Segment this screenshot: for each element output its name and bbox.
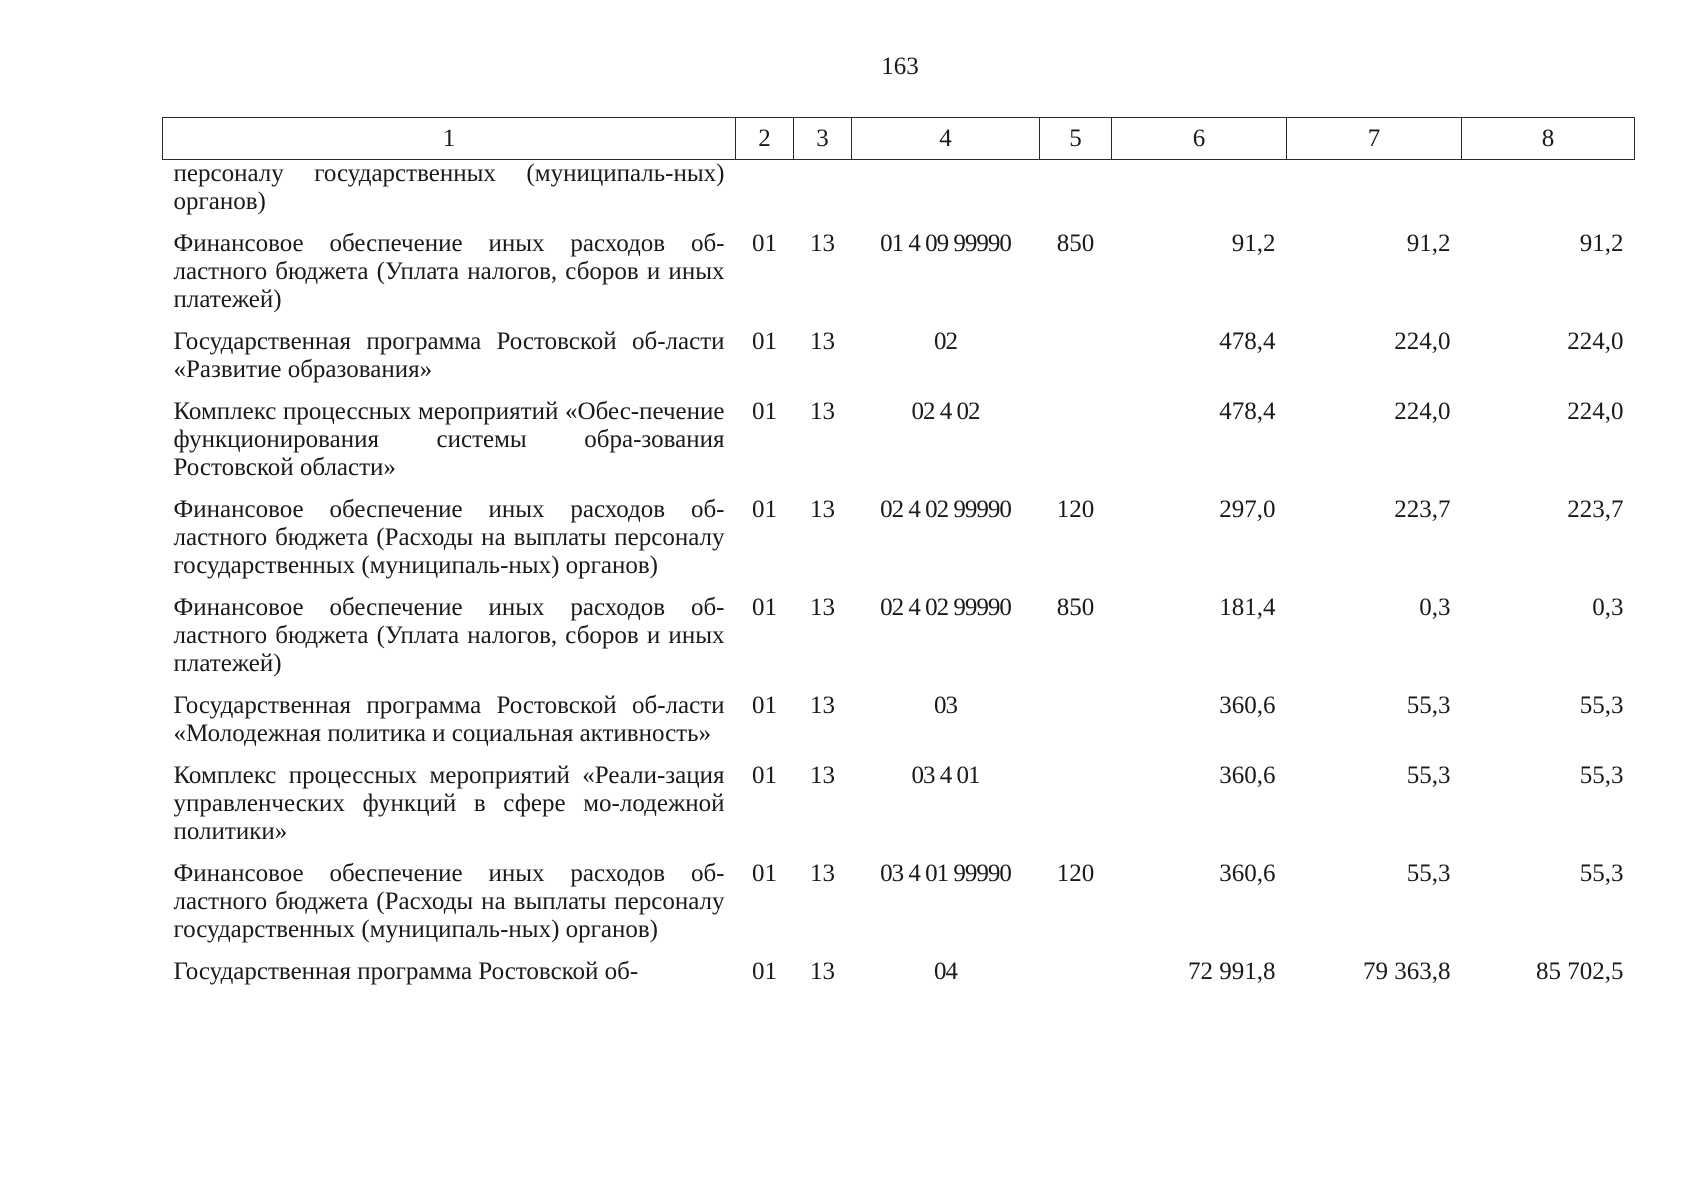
row-target-code: 04 xyxy=(934,958,957,985)
row-value-col7 xyxy=(1287,160,1462,231)
row-value-col6: 181,4 xyxy=(1219,594,1276,621)
row-subsection: 13 xyxy=(810,762,835,789)
row-description: Комплекс процессных мероприятий «Обес-печение функционирования системы обра-зования Ростовской области» xyxy=(173,398,725,481)
row-target-code: 02 4 02 99990 xyxy=(880,496,1011,523)
row-value-col7: 0,3 xyxy=(1419,594,1451,621)
row-subsection: 13 xyxy=(810,860,835,887)
row-value-col7: 55,3 xyxy=(1406,762,1451,789)
table-header xyxy=(163,118,1635,160)
row-section: 01 xyxy=(752,762,777,789)
row-value-col8: 224,0 xyxy=(1567,328,1624,355)
row-description: Финансовое обеспечение иных расходов об-ластного бюджета (Расходы на выплаты персоналу государственных (муниципаль-ных) органов) xyxy=(173,860,725,943)
row-target-code: 03 xyxy=(934,692,957,719)
column-header-7: 7 xyxy=(1287,118,1462,160)
row-expense-type xyxy=(1040,398,1112,496)
row-description: Финансовое обеспечение иных расходов об-ластного бюджета (Уплата налогов, сборов и иных платежей) xyxy=(173,230,725,313)
row-expense-type xyxy=(1040,160,1112,231)
table-row xyxy=(163,328,1635,398)
row-description: Государственная программа Ростовской об- xyxy=(173,958,639,985)
row-section xyxy=(736,160,794,231)
row-value-col7: 223,7 xyxy=(1394,496,1451,523)
row-value-col8 xyxy=(1462,160,1635,231)
row-value-col8: 55,3 xyxy=(1579,692,1624,719)
row-value-col8: 223,7 xyxy=(1567,496,1624,523)
row-expense-type: 120 xyxy=(1056,496,1095,523)
row-section: 01 xyxy=(752,692,777,719)
row-target-code: 01 4 09 99990 xyxy=(880,230,1011,257)
row-target-code xyxy=(852,160,1040,231)
column-header-2: 2 xyxy=(736,118,794,160)
row-target-code: 02 4 02 99990 xyxy=(880,594,1011,621)
row-target-code: 03 4 01 xyxy=(911,762,980,789)
row-value-col8: 224,0 xyxy=(1567,398,1624,425)
page-number: 163 xyxy=(881,53,919,80)
table-row xyxy=(163,958,1635,1000)
row-description: персоналу государственных (муниципаль-ных) органов) xyxy=(173,160,725,215)
column-header-6: 6 xyxy=(1112,118,1287,160)
row-section: 01 xyxy=(752,958,777,985)
row-value-col8: 55,3 xyxy=(1579,860,1624,887)
row-value-col7: 55,3 xyxy=(1406,860,1451,887)
row-description: Финансовое обеспечение иных расходов об-ластного бюджета (Расходы на выплаты персоналу государственных (муниципаль-ных) органов) xyxy=(173,496,725,579)
table-body xyxy=(163,160,1635,1001)
row-subsection: 13 xyxy=(810,496,835,523)
row-expense-type: 120 xyxy=(1056,860,1095,887)
column-header-5: 5 xyxy=(1040,118,1112,160)
row-section: 01 xyxy=(752,398,777,425)
table-row xyxy=(163,496,1635,594)
row-value-col6: 72 991,8 xyxy=(1188,958,1276,985)
row-target-code: 03 4 01 99990 xyxy=(880,860,1011,887)
row-target-code: 02 4 02 xyxy=(911,398,980,425)
row-value-col8: 55,3 xyxy=(1579,762,1624,789)
row-value-col8: 85 702,5 xyxy=(1536,958,1624,985)
row-value-col7: 79 363,8 xyxy=(1363,958,1451,985)
row-value-col6 xyxy=(1112,160,1287,231)
row-value-col7: 224,0 xyxy=(1394,328,1451,355)
row-section: 01 xyxy=(752,496,777,523)
row-expense-type: 850 xyxy=(1056,230,1095,257)
table-row xyxy=(163,594,1635,692)
column-header-1: 1 xyxy=(163,118,736,160)
column-header-8: 8 xyxy=(1462,118,1635,160)
row-target-code: 02 xyxy=(934,328,957,355)
row-subsection: 13 xyxy=(810,328,835,355)
budget-table xyxy=(162,117,1635,1000)
row-subsection: 13 xyxy=(810,230,835,257)
row-value-col6: 360,6 xyxy=(1219,692,1276,719)
row-value-col8: 91,2 xyxy=(1579,230,1624,257)
table-row xyxy=(163,860,1635,958)
row-subsection: 13 xyxy=(810,958,835,985)
table-row xyxy=(163,230,1635,328)
row-expense-type xyxy=(1040,762,1112,860)
row-description: Государственная программа Ростовской об-ласти «Развитие образования» xyxy=(173,328,725,383)
row-expense-type xyxy=(1040,328,1112,398)
row-value-col6: 478,4 xyxy=(1219,328,1276,355)
header-row xyxy=(163,118,1635,160)
row-value-col6: 478,4 xyxy=(1219,398,1276,425)
row-subsection: 13 xyxy=(810,398,835,425)
row-description: Комплекс процессных мероприятий «Реали-зация управленческих функций в сфере мо-лодежной политики» xyxy=(173,762,725,845)
row-value-col7: 55,3 xyxy=(1406,692,1451,719)
table-row xyxy=(163,160,1635,231)
row-value-col6: 91,2 xyxy=(1231,230,1276,257)
row-section: 01 xyxy=(752,860,777,887)
column-header-4: 4 xyxy=(852,118,1040,160)
row-expense-type xyxy=(1040,958,1112,1000)
row-value-col7: 91,2 xyxy=(1406,230,1451,257)
table-row xyxy=(163,398,1635,496)
row-value-col8: 0,3 xyxy=(1592,594,1624,621)
row-value-col6: 360,6 xyxy=(1219,762,1276,789)
row-value-col6: 360,6 xyxy=(1219,860,1276,887)
row-value-col7: 224,0 xyxy=(1394,398,1451,425)
column-header-3: 3 xyxy=(794,118,852,160)
row-expense-type xyxy=(1040,692,1112,762)
row-section: 01 xyxy=(752,230,777,257)
row-value-col6: 297,0 xyxy=(1219,496,1276,523)
row-subsection xyxy=(794,160,852,231)
table-row xyxy=(163,692,1635,762)
row-subsection: 13 xyxy=(810,594,835,621)
table-row xyxy=(163,762,1635,860)
row-section: 01 xyxy=(752,594,777,621)
row-section: 01 xyxy=(752,328,777,355)
row-subsection: 13 xyxy=(810,692,835,719)
row-description: Финансовое обеспечение иных расходов об-ластного бюджета (Уплата налогов, сборов и иных платежей) xyxy=(173,594,725,677)
row-description: Государственная программа Ростовской об-ласти «Молодежная политика и социальная активность» xyxy=(173,692,725,747)
row-expense-type: 850 xyxy=(1056,594,1095,621)
